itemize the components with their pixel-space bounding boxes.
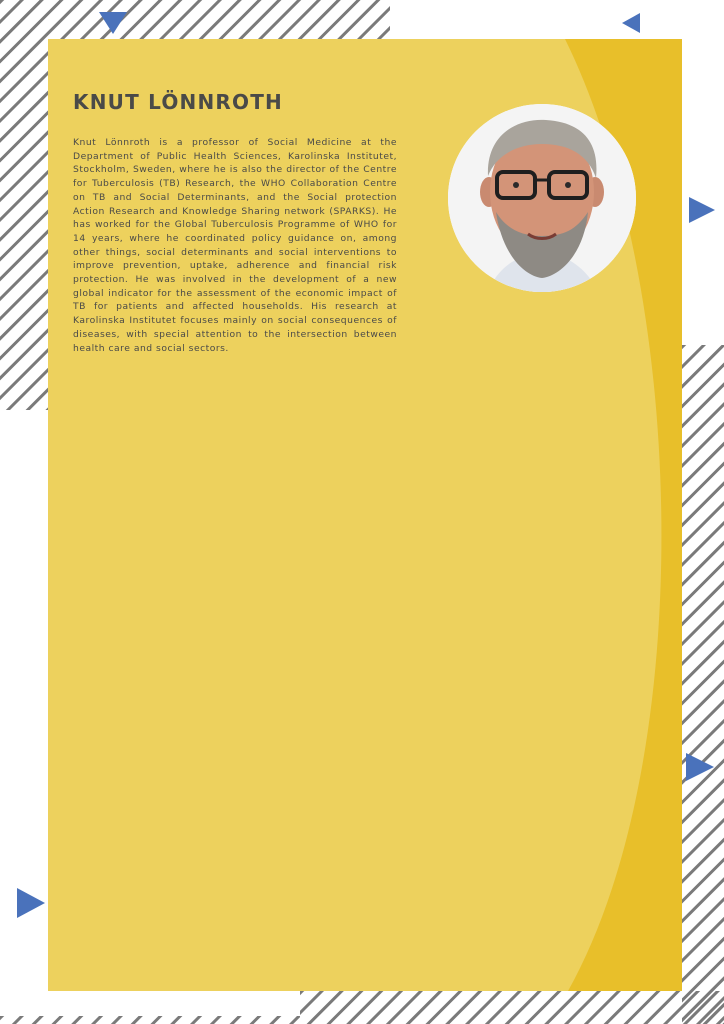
triangle-icon [689,197,715,223]
triangle-icon [17,888,45,918]
triangle-icon [622,13,642,33]
stripe-pattern-right [682,345,724,1024]
stripe-pattern-bottom-left [0,1016,300,1024]
triangle-icon [99,12,127,34]
triangle-icon [684,753,714,781]
portrait-photo [448,104,636,292]
person-name: KNUT LÖNNROTH [73,90,283,114]
stripe-pattern-bottom [300,991,724,1024]
profile-card [48,39,682,991]
person-bio: Knut Lönnroth is a professor of Social Medicine at the Department of Public Health Sciences, Karolinska Institutet, Stockholm, Sweden, where he is also the director of the Centre for Tuberculosis (TB) Research, the WHO Collaboration Centre on TB and Social Determinants, and the Social protection Action Research and Knowledge Sharing network (SPARKS). He has worked for the Global Tuberculosis Programme of WHO for 14 years, where he coordinated policy guidance on, among other things, social determinants and social interventions to improve prevention, uptake, adherence and financial risk protection. He was involved in the development of a new global indicator for the assessment of the economic impact of TB for patients and affected households. His research at Karolinska Institutet focuses mainly on social consequences of diseases, with special attention to the intersection between health care and social sectors. [73,137,397,354]
